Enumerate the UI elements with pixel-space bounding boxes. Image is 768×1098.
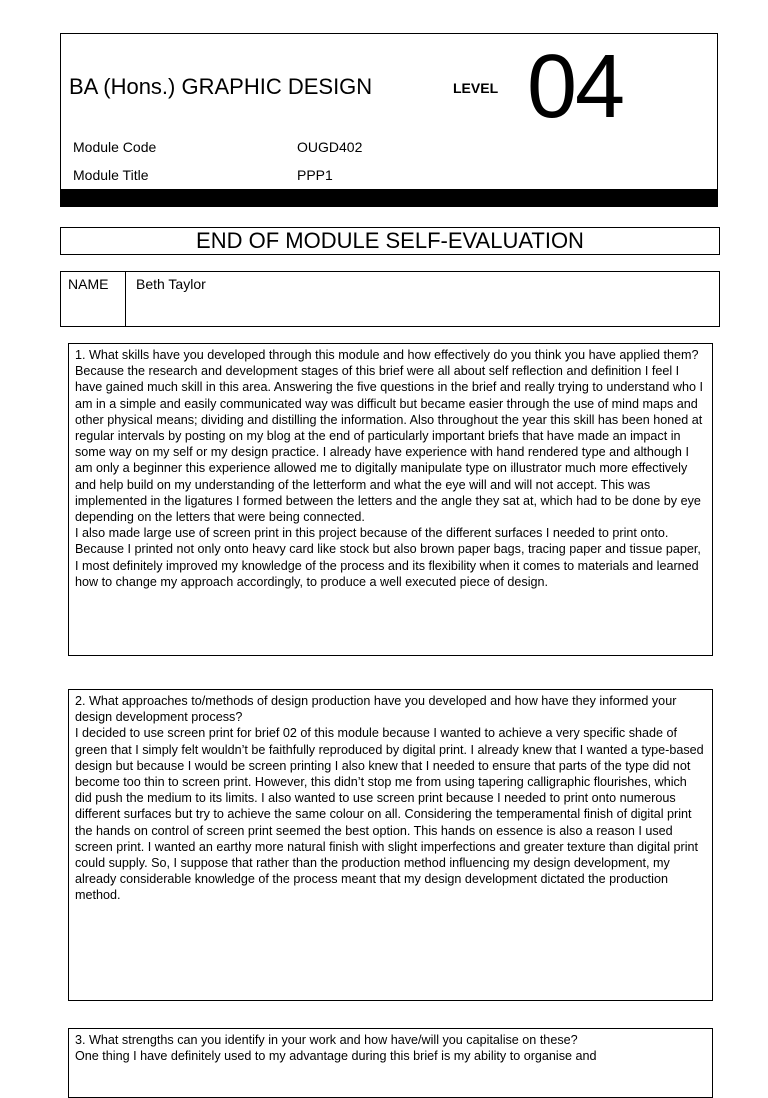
module-title-label: Module Title: [73, 167, 149, 183]
name-value: Beth Taylor: [136, 276, 206, 292]
module-title-value: PPP1: [297, 167, 333, 183]
name-label: NAME: [68, 276, 109, 292]
answer-paragraph: One thing I have definitely used to my advantage during this brief is my ability to organise and: [75, 1049, 597, 1064]
level-number: 04: [527, 37, 624, 137]
student-name-row: [60, 271, 720, 327]
module-code-label: Module Code: [73, 139, 157, 155]
programme-title: BA (Hons.) GRAPHIC DESIGN: [69, 74, 373, 99]
header-black-bar: [61, 189, 717, 207]
answer-paragraph: I decided to use screen print for brief 02 of this module because I wanted to achieve a very specific shade of green that I simply felt wouldn’t be faithfully reproduced by digital print. I already knew that I wanted a type-based design but because I would be screen printing I also knew that I needed to ensure that parts of the type did not become too thin to screen print. However, this didn’t stop me from using tapering calligraphic flourishes, which did push the medium to its limits. I also wanted to use screen print because I needed to print onto numerous different surfaces but try to achieve the same colour on all. Considering the temperamental finish of digital print the hands on control of screen print seemed the best option. This hands on essence is also a reason I used screen print. I wanted an earthy more natural finish with slight imperfections and greater texture than digital print could supply. So, I suppose that rather than the production method influencing my design development, my already considerable knowledge of the process meant that my design development dictated the production method.: [75, 726, 704, 903]
module-code-value: OUGD402: [297, 139, 363, 155]
answer-paragraph: Because the research and development stages of this brief were all about self reflection and definition I feel I have gained much skill in this area. Answering the five questions in the brief and really trying to understand who I am in a simple and easily communicated way was difficult but became easier through the use of mind maps and other physical means; dividing and distilling the information. Also throughout the year this skill has been honed at regular intervals by posting on my blog at the end of particularly important briefs that have made an impact in some way on my self or my design practice. I already have experience with hand rendered type and although I am only a beginner this experience allowed me to digitally manipulate type on illustrator much more effectively and help build on my understanding of the letterform and what the eye will and will not accept. This was implemented in the ligatures I formed between the letters and the angle they sat at, which had to be done by eye depending on the letters that were being connected.: [75, 364, 703, 525]
question-text: 3. What strengths can you identify in your work and how have/will you capitalise on these?: [75, 1033, 578, 1047]
name-divider: [125, 272, 126, 326]
section-title: END OF MODULE SELF-EVALUATION: [60, 227, 720, 255]
question-box-3: [68, 1028, 713, 1098]
level-label: LEVEL: [453, 80, 499, 96]
question-text: 1. What skills have you developed through this module and how effectively do you think you have applied them?: [75, 348, 699, 362]
question-box-2: [68, 689, 713, 1001]
question-box-1: [68, 343, 713, 656]
answer-paragraph: I also made large use of screen print in this project because of the different surfaces I needed to print onto. Because I printed not only onto heavy card like stock but also brown paper bags, tracing paper and tissue paper, I most definitely improved my knowledge of the process and its flexibility when it comes to materials and learned how to change my approach accordingly, to produce a well executed piece of design.: [75, 526, 701, 589]
question-text: 2. What approaches to/methods of design production have you developed and how have they informed your design development process?: [75, 694, 677, 725]
module-header: [60, 33, 718, 207]
